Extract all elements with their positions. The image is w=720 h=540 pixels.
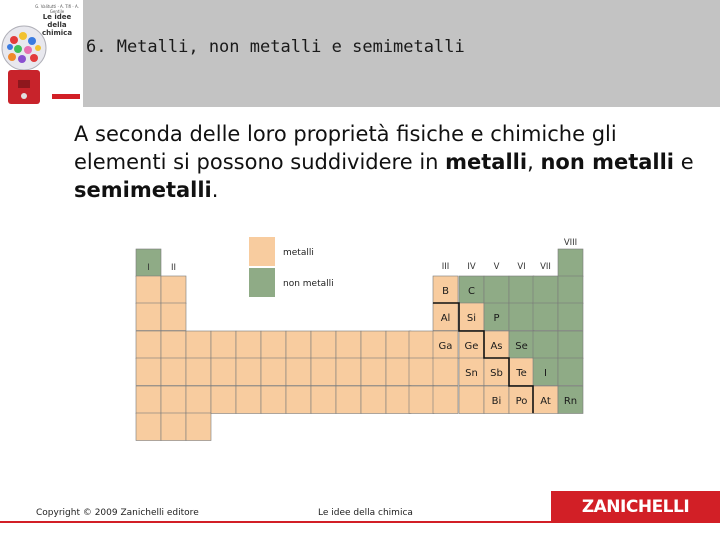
nonmetal-cell: [509, 276, 534, 304]
nonmetal-cell: [484, 276, 509, 304]
nonmetal-cell: [533, 276, 558, 304]
body-text-segment: .: [211, 178, 219, 202]
metal-cell: [386, 386, 411, 414]
group-label: III: [441, 262, 450, 272]
cover-title: Le idee della chimica: [41, 13, 73, 37]
metal-cell: [136, 303, 161, 331]
metal-cell: [161, 276, 186, 304]
metal-cell: [311, 358, 336, 386]
element-symbol: Al: [440, 313, 451, 324]
metal-cell: [286, 331, 311, 359]
metal-cell: [361, 386, 386, 414]
metal-cell: [386, 358, 411, 386]
element-symbol: Ga: [438, 341, 453, 352]
metal-cell: [433, 358, 458, 386]
metal-cell: [409, 358, 434, 386]
metal-cell: [186, 386, 211, 414]
metal-cell: [136, 331, 161, 359]
metal-cell: [161, 413, 186, 441]
element-symbol: At: [540, 396, 551, 407]
metal-cell: [361, 331, 386, 359]
group-label: V: [493, 262, 500, 272]
zanichelli-logo: ZANICHELLI: [551, 491, 720, 523]
element-symbol: Se: [515, 341, 528, 352]
nonmetal-cell: [509, 303, 534, 331]
element-symbol: Bi: [491, 396, 502, 407]
element-symbol: Rn: [563, 396, 578, 407]
metal-cell: [433, 386, 458, 414]
metal-cell: [186, 358, 211, 386]
legend-swatch: [249, 237, 275, 266]
metal-cell: [161, 386, 186, 414]
metal-cell: [161, 331, 186, 359]
body-text-segment: ,: [527, 150, 541, 174]
nonmetal-cell: [533, 331, 558, 359]
group-label: IV: [467, 262, 476, 272]
slide-title: 6. Metalli, non metalli e semimetalli: [86, 37, 465, 57]
metal-cell: [211, 358, 236, 386]
body-bold-term: non metalli: [540, 150, 675, 174]
metal-cell: [236, 358, 261, 386]
element-symbol: C: [468, 286, 475, 297]
element-symbol: B: [442, 286, 449, 297]
metal-cell: [286, 358, 311, 386]
metal-cell: [336, 331, 361, 359]
metal-cell: [336, 386, 361, 414]
metal-cell: [136, 413, 161, 441]
metal-cell: [236, 386, 261, 414]
metal-cell: [211, 331, 236, 359]
metal-cell: [336, 358, 361, 386]
metal-cell: [186, 413, 211, 441]
group-label: VI: [517, 262, 526, 272]
metal-cell: [211, 386, 236, 414]
metal-cell: [459, 386, 484, 414]
metal-cell: [136, 358, 161, 386]
element-symbol: Sn: [465, 368, 478, 379]
metal-cell: [186, 331, 211, 359]
metal-cell: [161, 303, 186, 331]
element-symbol: I: [544, 368, 547, 379]
metal-cell: [261, 386, 286, 414]
cover-authors: G. Valitutti · A. Tifi · A. Gentile: [35, 4, 79, 14]
metal-cell: [361, 358, 386, 386]
element-symbol: Po: [515, 396, 528, 407]
copyright-text: Copyright © 2009 Zanichelli editore: [36, 508, 199, 518]
legend-swatch: [249, 268, 275, 297]
nonmetal-cell: [533, 303, 558, 331]
metal-cell: [261, 331, 286, 359]
metal-cell: [311, 331, 336, 359]
body-text-segment: A seconda delle loro proprietà fisiche e chimiche gli elementi si possono suddividere in: [74, 122, 617, 174]
metal-cell: [261, 358, 286, 386]
element-symbol: Ge: [464, 341, 479, 352]
metal-cell: [161, 358, 186, 386]
element-symbol: As: [490, 341, 503, 352]
element-symbol: Sb: [490, 368, 503, 379]
nonmetal-cell: [558, 358, 583, 386]
metal-cell: [236, 331, 261, 359]
group-label: I: [147, 263, 150, 273]
nonmetal-cell: [558, 276, 583, 304]
metal-cell: [311, 386, 336, 414]
nonmetal-cell: [558, 249, 583, 277]
legend-label: non metalli: [283, 279, 334, 289]
group-label: II: [170, 263, 177, 273]
metal-cell: [286, 386, 311, 414]
body-text-segment: e: [674, 150, 694, 174]
nonmetal-cell: [558, 331, 583, 359]
metal-cell: [136, 386, 161, 414]
metal-cell: [409, 386, 434, 414]
element-symbol: P: [493, 313, 500, 324]
footer-book-title: Le idee della chimica: [318, 508, 413, 518]
body-bold-term: semimetalli: [74, 178, 212, 202]
legend-label: metalli: [283, 248, 314, 258]
body-bold-term: metalli: [445, 150, 528, 174]
group-label: VIII: [563, 238, 578, 248]
element-symbol: Te: [516, 368, 527, 379]
group-label: VII: [540, 262, 551, 272]
metal-cell: [386, 331, 411, 359]
metal-cell: [136, 276, 161, 304]
metal-cell: [409, 331, 434, 359]
nonmetal-cell: [558, 303, 583, 331]
element-symbol: Si: [466, 313, 477, 324]
